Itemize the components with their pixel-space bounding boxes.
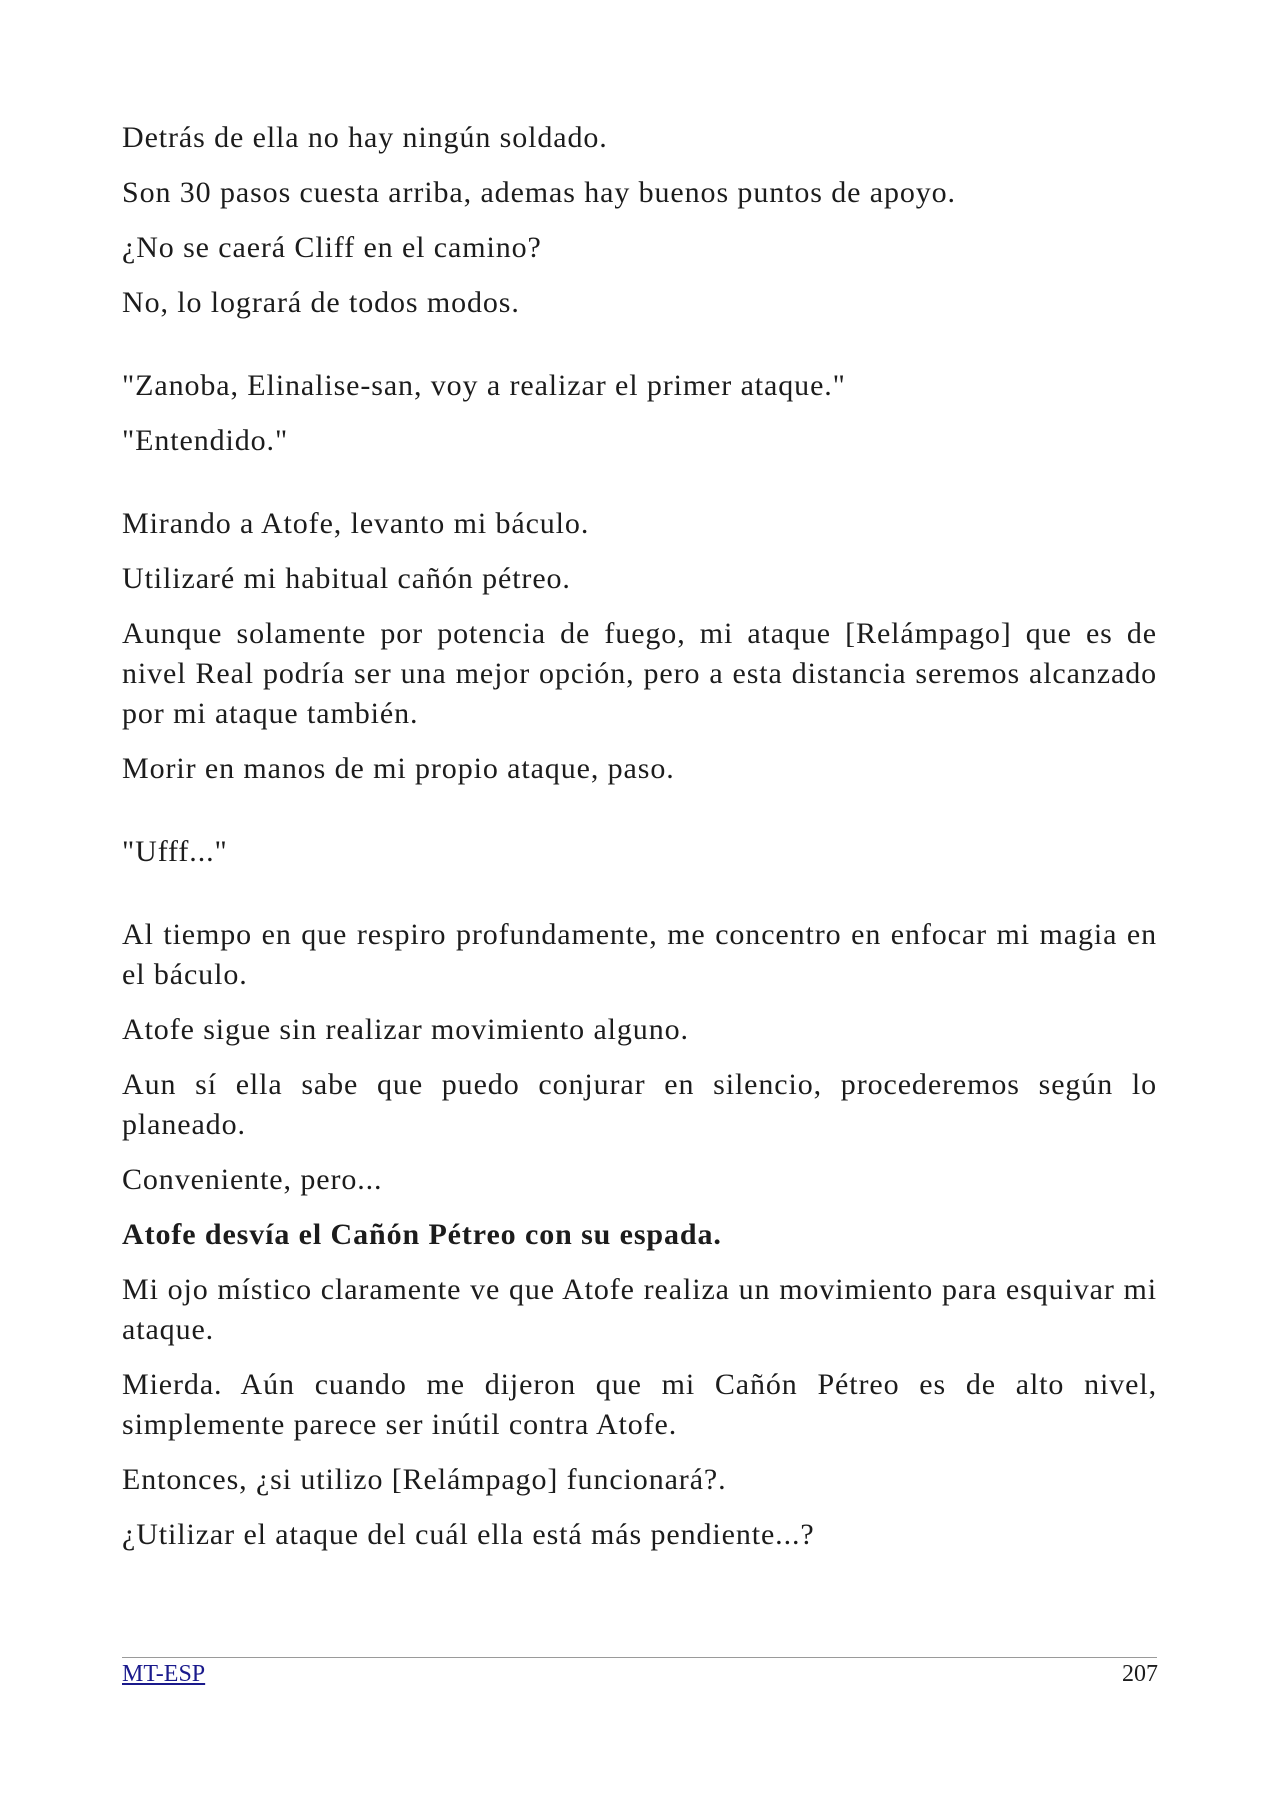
paragraph: Mierda. Aún cuando me dijeron que mi Cañón Pétreo es de alto nivel, simplemente parece ser inútil contra Atofe. [122, 1368, 1157, 1441]
paragraph: Morir en manos de mi propio ataque, paso. [122, 752, 675, 785]
paragraph: Aun sí ella sabe que puedo conjurar en silencio, procederemos según lo planeado. [122, 1068, 1157, 1141]
paragraph: Utilizaré mi habitual cañón pétreo. [122, 562, 571, 595]
page-body [122, 118, 1157, 1555]
footer-divider [122, 1657, 1157, 1658]
paragraph: No, lo logrará de todos modos. [122, 286, 520, 319]
dialogue-line: "Entendido." [122, 424, 289, 457]
paragraph: ¿No se caerá Cliff en el camino? [122, 231, 542, 264]
paragraph: Entonces, ¿si utilizo [Relámpago] funcionará?. [122, 1463, 727, 1496]
paragraph: Detrás de ella no hay ningún soldado. [122, 121, 608, 154]
paragraph: Mi ojo místico claramente ve que Atofe realiza un movimiento para esquivar mi ataque. [122, 1273, 1157, 1346]
dialogue-line: "Zanoba, Elinalise-san, voy a realizar el primer ataque." [122, 369, 846, 402]
paragraph: ¿Utilizar el ataque del cuál ella está más pendiente...? [122, 1518, 815, 1551]
paragraph: Conveniente, pero... [122, 1163, 383, 1196]
bold-paragraph: Atofe desvía el Cañón Pétreo con su espada. [122, 1218, 722, 1251]
footer-link[interactable]: MT-ESP [122, 1661, 206, 1687]
page-number: 207 [1122, 1661, 1158, 1687]
paragraph: Mirando a Atofe, levanto mi báculo. [122, 507, 590, 540]
paragraph: Al tiempo en que respiro profundamente, me concentro en enfocar mi magia en el báculo. [122, 918, 1157, 991]
paragraph: Aunque solamente por potencia de fuego, mi ataque [Relámpago] que es de nivel Real podría ser una mejor opción, pero a esta distancia seremos alcanzado por mi ataque también. [122, 617, 1157, 730]
paragraph: Atofe sigue sin realizar movimiento alguno. [122, 1013, 689, 1046]
dialogue-line: "Ufff..." [122, 835, 228, 868]
paragraph: Son 30 pasos cuesta arriba, ademas hay buenos puntos de apoyo. [122, 176, 956, 209]
